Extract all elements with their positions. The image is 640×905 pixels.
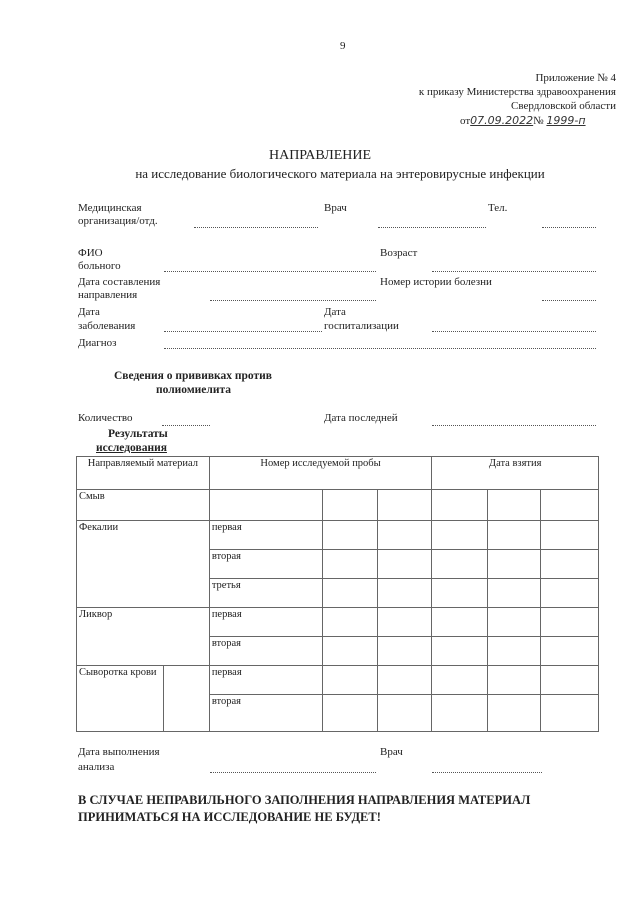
serum-second-label: вторая [209,695,322,732]
fio-field[interactable] [164,271,376,272]
serum-cell[interactable] [378,695,432,732]
appendix-line-1: Приложение № 4 [535,72,616,84]
serum-cell[interactable] [378,666,432,695]
liquor-second-label: вторая [209,637,322,666]
handwritten-number: 1999-п [546,114,586,127]
vaccination-heading-2: полиомиелита [156,384,232,396]
date-composition-label-2: направления [78,289,138,301]
liquor-cell[interactable] [432,608,488,637]
feces-cell[interactable] [378,550,432,579]
appendix-line-3: Свердловской области [511,100,616,112]
phone-label: Тел. [488,202,508,214]
date-composition-label-1: Дата составления [78,276,161,288]
feces-cell[interactable] [322,550,378,579]
liquor-first-label: первая [209,608,322,637]
document-title: НАПРАВЛЕНИЕ [268,148,372,163]
vaccination-count-label: Количество [78,412,133,424]
header-sample-number: Номер исследуемой пробы [209,457,432,490]
feces-cell[interactable] [488,550,541,579]
serum-extra-cell[interactable] [163,666,209,732]
date-hosp-label-1: Дата [324,306,346,318]
serum-cell[interactable] [541,695,599,732]
liquor-label: Ликвор [77,608,210,666]
feces-label: Фекалии [77,521,210,608]
med-org-label-1: Медицинская [78,202,142,214]
from-label: от [460,115,471,127]
warning-line-1: В СЛУЧАЕ НЕПРАВИЛЬНОГО ЗАПОЛНЕНИЯ НАПРАВЛЕНИЯ МАТЕРИАЛ [78,793,531,807]
feces-cell[interactable] [378,579,432,608]
serum-cell[interactable] [432,666,488,695]
feces-cell[interactable] [378,521,432,550]
liquor-cell[interactable] [322,608,378,637]
feces-cell[interactable] [322,579,378,608]
smear-cell[interactable] [541,490,599,521]
fio-label-2: больного [78,260,121,272]
results-table [76,456,599,732]
vaccination-count-field[interactable] [162,425,210,426]
handwritten-date: 07.09.2022 [470,114,534,127]
serum-cell[interactable] [541,666,599,695]
date-disease-label-2: заболевания [78,320,136,332]
footer-doctor-label: Врач [380,746,403,758]
serum-cell[interactable] [432,695,488,732]
feces-second-label: вторая [209,550,322,579]
feces-cell[interactable] [432,579,488,608]
row-serum-first [77,666,599,695]
feces-first-label: первая [209,521,322,550]
liquor-cell[interactable] [541,608,599,637]
header-material: Направляемый материал [77,457,210,490]
feces-cell[interactable] [488,579,541,608]
page-number: 9 [340,40,346,52]
footer-doctor-field[interactable] [432,772,542,773]
liquor-cell[interactable] [541,637,599,666]
results-heading-2: исследования [96,442,167,454]
smear-cell[interactable] [378,490,432,521]
feces-cell[interactable] [432,550,488,579]
number-label: № [533,115,544,127]
date-composition-field[interactable] [210,300,376,301]
diagnosis-field[interactable] [164,348,596,349]
smear-cell[interactable] [209,490,322,521]
serum-cell[interactable] [488,695,541,732]
phone-field[interactable] [542,227,596,228]
smear-cell[interactable] [488,490,541,521]
serum-cell[interactable] [488,666,541,695]
smear-label: Смыв [77,490,210,521]
date-hosp-field[interactable] [432,331,596,332]
feces-cell[interactable] [432,521,488,550]
med-org-field[interactable] [194,227,318,228]
feces-cell[interactable] [541,579,599,608]
liquor-cell[interactable] [378,637,432,666]
header-date-taken: Дата взятия [432,457,599,490]
diagnosis-label: Диагноз [78,337,117,349]
liquor-cell[interactable] [488,608,541,637]
row-liquor-first [77,608,599,637]
doctor-field[interactable] [378,227,486,228]
feces-third-label: третья [209,579,322,608]
age-field[interactable] [432,271,596,272]
feces-cell[interactable] [541,521,599,550]
vaccination-last-field[interactable] [432,425,596,426]
appendix-order-ref [460,114,586,128]
liquor-cell[interactable] [488,637,541,666]
date-hosp-label-2: госпитализации [324,320,399,332]
warning-line-2: ПРИНИМАТЬСЯ НА ИССЛЕДОВАНИЕ НЕ БУДЕТ! [78,810,381,824]
feces-cell[interactable] [541,550,599,579]
vaccination-heading-1: Сведения о прививках против [114,370,272,382]
vaccination-last-label: Дата последней [324,412,398,424]
appendix-line-2: к приказу Министерства здравоохранения [418,86,616,98]
liquor-cell[interactable] [378,608,432,637]
date-exec-label-1: Дата выполнения [78,746,160,758]
feces-cell[interactable] [488,521,541,550]
liquor-cell[interactable] [322,637,378,666]
age-label: Возраст [380,247,418,259]
smear-cell[interactable] [432,490,488,521]
fio-label-1: ФИО [78,247,103,259]
row-feces-first [77,521,599,550]
smear-cell[interactable] [322,490,378,521]
results-heading-1: Результаты [108,428,168,440]
serum-first-label: первая [209,666,322,695]
date-disease-field[interactable] [164,331,322,332]
date-exec-field[interactable] [210,772,376,773]
liquor-cell[interactable] [432,637,488,666]
serum-cell[interactable] [322,666,378,695]
date-disease-label-1: Дата [78,306,100,318]
row-smear [77,490,599,521]
serum-cell[interactable] [322,695,378,732]
med-org-label-2: организация/отд. [78,215,158,227]
history-number-label: Номер истории болезни [380,276,492,288]
history-number-field[interactable] [542,300,596,301]
date-exec-label-2: анализа [78,761,115,773]
doctor-label: Врач [324,202,347,214]
feces-cell[interactable] [322,521,378,550]
document-subtitle: на исследование биологического материала на энтеровирусные инфекции [135,166,545,181]
serum-label: Сыворотка крови [77,666,164,732]
